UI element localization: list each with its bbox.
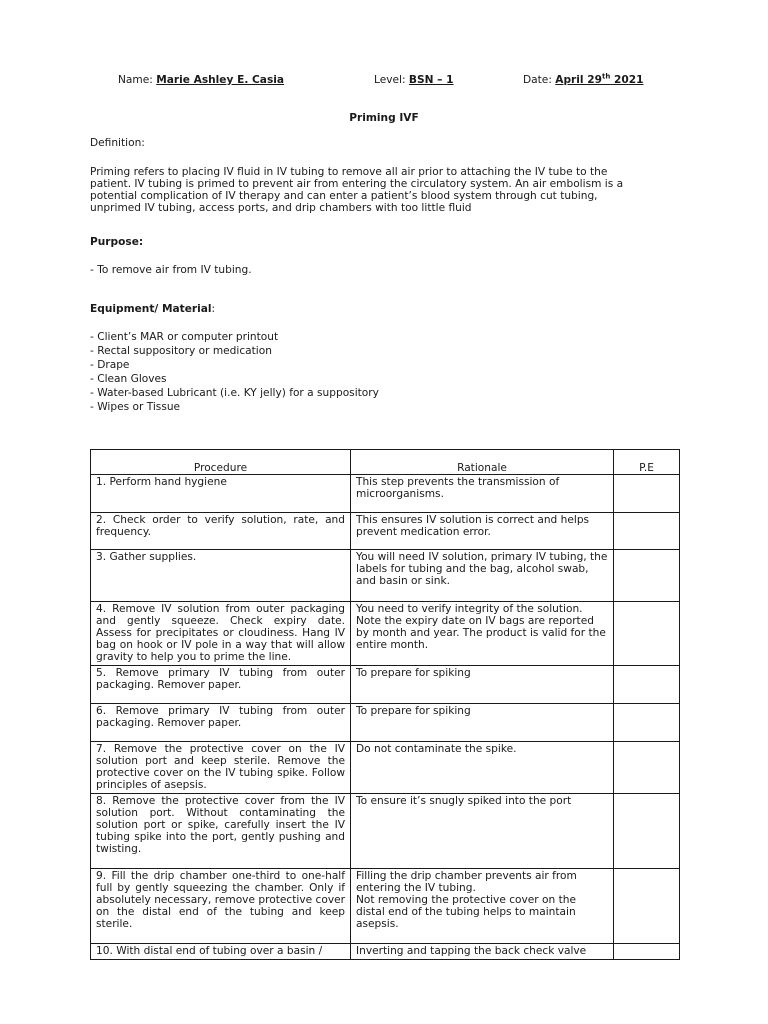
header-row: [0, 74, 768, 88]
equipment-item: - Client’s MAR or computer printout: [90, 331, 279, 343]
rationale-text: This ensures IV solution is correct and helps prevent medication error.: [356, 514, 590, 538]
definition-label: Definition:: [90, 137, 145, 149]
table-row: [91, 602, 680, 666]
rationale-text: This step prevents the transmission of microorganisms.: [356, 476, 560, 500]
procedure-cell: 4. Remove IV solution from outer packaging and gently squeeze. Check expiry date. Assess for precipitates or cloudiness. Hang IV bag on hook or IV pole in a way that will allow gravity to help you to prime the line.: [91, 602, 351, 666]
rationale-text: Not removing the protective cover on the distal end of the tubing helps to maintain asepsis.: [356, 894, 576, 930]
level-label: Level:: [374, 74, 406, 86]
date-value-year: 2021: [610, 74, 644, 86]
level-field: [374, 74, 454, 86]
definition-text: Priming refers to placing IV fluid in IV tubing to remove all air prior to attaching the IV tube to the patient. IV tubing is primed to prevent air from entering the circulatory system. An air embolism is a potential complication of IV therapy and can enter a patient’s blood system through cut tubing, unprimed IV tubing, access ports, and drip chambers with too little fluid: [90, 166, 624, 214]
procedure-cell: 5. Remove primary IV tubing from outer packaging. Remover paper.: [91, 666, 351, 704]
rationale-text: To prepare for spiking: [356, 705, 471, 717]
date-field: [523, 74, 644, 86]
rationale-cell: [351, 794, 614, 869]
rationale-cell: [351, 513, 614, 550]
rationale-cell: [351, 475, 614, 513]
pe-cell: [614, 794, 680, 869]
procedure-cell: 10. With distal end of tubing over a basin /: [91, 944, 351, 960]
equipment-list: [90, 331, 690, 415]
rationale-cell: [351, 666, 614, 704]
equipment-label: Equipment/ Material: [90, 303, 212, 315]
pe-cell: [614, 666, 680, 704]
rationale-cell: [351, 742, 614, 794]
pe-cell: [614, 869, 680, 944]
procedure-cell: 7. Remove the protective cover on the IV solution port and keep sterile. Remove the protective cover on the IV tubing spike. Follow principles of asepsis.: [91, 742, 351, 794]
pe-cell: [614, 602, 680, 666]
name-field: [118, 74, 284, 86]
rationale-text: Do not contaminate the spike.: [356, 743, 517, 755]
date-value-suffix: th: [601, 72, 611, 81]
rationale-cell: [351, 550, 614, 602]
table-row: [91, 475, 680, 513]
header-rationale: Rationale: [351, 450, 614, 475]
rationale-text: You will need IV solution, primary IV tubing, the labels for tubing and the bag, alcohol swab, and basin or sink.: [356, 551, 608, 587]
date-value: [555, 74, 643, 86]
rationale-text: You need to verify integrity of the solution. Note the expiry date on IV bags are reported by month and year. The product is valid for the entire month.: [356, 603, 606, 651]
procedure-cell: 6. Remove primary IV tubing from outer packaging. Remover paper.: [91, 704, 351, 742]
date-label: Date:: [523, 74, 552, 86]
pe-cell: [614, 742, 680, 794]
rationale-cell: [351, 704, 614, 742]
pe-cell: [614, 475, 680, 513]
rationale-cell: [351, 944, 614, 960]
procedure-cell: 3. Gather supplies.: [91, 550, 351, 602]
rationale-text: To ensure it’s snugly spiked into the port: [356, 795, 572, 807]
rationale-text: Inverting and tapping the back check valve: [356, 945, 587, 957]
pe-cell: [614, 550, 680, 602]
level-value: BSN – 1: [408, 74, 454, 86]
table-header-row: [91, 450, 680, 475]
procedure-table: [90, 449, 680, 960]
document-title: Priming IVF: [349, 112, 419, 124]
pe-cell: [614, 944, 680, 960]
table-row: [91, 550, 680, 602]
equipment-item: - Wipes or Tissue: [90, 401, 181, 413]
date-value-main: April 29: [555, 74, 602, 86]
table-row: [91, 869, 680, 944]
table-row: [91, 513, 680, 550]
pe-cell: [614, 704, 680, 742]
rationale-text: Filling the drip chamber prevents air from entering the IV tubing.: [356, 870, 577, 894]
equipment-item: - Water-based Lubricant (i.e. KY jelly) for a suppository: [90, 387, 379, 399]
rationale-text: To prepare for spiking: [356, 667, 471, 679]
procedure-cell: 9. Fill the drip chamber one-third to one-half full by gently squeezing the chamber. Only if absolutely necessary, remove protective cover on the distal end of the tubing and keep sterile.: [91, 869, 351, 944]
header-procedure: Procedure: [91, 450, 351, 475]
table-row: [91, 794, 680, 869]
equipment-item: - Drape: [90, 359, 130, 371]
table-row: [91, 704, 680, 742]
rationale-cell: [351, 602, 614, 666]
equipment-heading: [90, 303, 690, 315]
procedure-cell: 8. Remove the protective cover from the IV solution port. Without contaminating the solution port or spike, carefully insert the IV tubing spike into the port, gently pushing and twisting.: [91, 794, 351, 869]
name-value: Marie Ashley E. Casia: [156, 74, 285, 86]
pe-cell: [614, 513, 680, 550]
purpose-label: Purpose:: [90, 236, 144, 248]
name-label: Name:: [118, 74, 153, 86]
equipment-item: - Clean Gloves: [90, 373, 167, 385]
header-pe: P.E: [614, 450, 680, 475]
procedure-cell: 1. Perform hand hygiene: [91, 475, 351, 513]
equipment-colon: :: [211, 303, 216, 315]
purpose-text: - To remove air from IV tubing.: [90, 264, 252, 276]
equipment-item: - Rectal suppository or medication: [90, 345, 272, 357]
procedure-table-body: [91, 475, 680, 960]
rationale-cell: [351, 869, 614, 944]
procedure-cell: 2. Check order to verify solution, rate, and frequency.: [91, 513, 351, 550]
table-row: [91, 742, 680, 794]
table-row: [91, 944, 680, 960]
table-row: [91, 666, 680, 704]
